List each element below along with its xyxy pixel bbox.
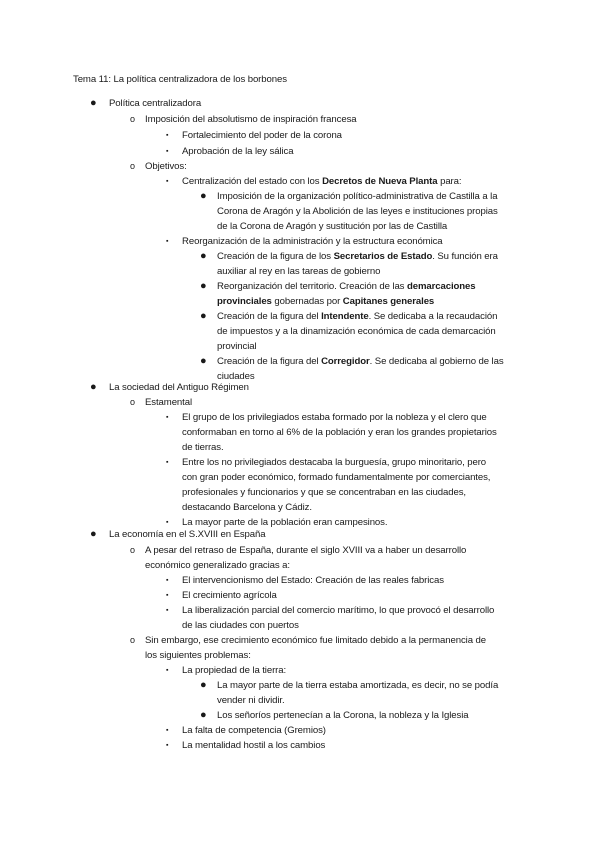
bullet-dot: ● [200, 709, 207, 721]
list-item-line: auxiliar al rey en las tareas de gobierno [217, 266, 381, 277]
list-item-line: La mayor parte de la población eran campesinos. [182, 517, 388, 528]
list-item-line: Corona de Aragón y la Abolición de las leyes e instituciones propias [217, 206, 498, 217]
list-item-line: de la Corona de Aragón y sustitución por las de Castilla [217, 221, 448, 232]
text-run: . Se dedicaba al gobierno de las [369, 356, 504, 367]
list-item: Estamental [145, 397, 192, 408]
bullet-dot: ● [90, 97, 97, 109]
list-item: Reorganización de la administración y la estructura económica [182, 236, 443, 247]
text-run: . Se dedicaba a la recaudación [368, 311, 498, 322]
bullet-square: ▪ [166, 238, 169, 245]
bullet-square: ▪ [166, 742, 169, 749]
list-item-line: destacando Barcelona y Cádiz. [182, 502, 312, 513]
bullet-circle: o [130, 635, 136, 645]
list-item: Fortalecimiento del poder de la corona [182, 130, 342, 141]
list-item: La propiedad de la tierra: [182, 665, 287, 676]
bullet-square: ▪ [166, 178, 169, 185]
bullet-dot: ● [200, 190, 207, 202]
list-item-line: Entre los no privilegiados destacaba la burguesía, grupo minoritario, pero [182, 457, 487, 468]
list-item-line [217, 354, 504, 370]
text-run: Creación de la figura de los [217, 251, 334, 262]
bullet-square: ▪ [166, 148, 169, 155]
bullet-square: ▪ [166, 667, 169, 674]
bold-term: demarcaciones [406, 281, 476, 292]
bullet-square: ▪ [166, 132, 169, 139]
bold-term: Capitanes generales [342, 296, 435, 307]
list-item-line: conformaban en torno al 6% de la población y eran los grandes propietarios [182, 427, 497, 438]
list-item-line [217, 309, 497, 325]
list-item: Los señoríos pertenecían a la Corona, la nobleza y la Iglesia [217, 710, 469, 721]
bullet-square: ▪ [166, 459, 169, 466]
text-run: Creación de la figura del [217, 356, 322, 367]
bold-term: Corregidor [321, 356, 370, 367]
list-item-line: Sin embargo, ese crecimiento económico fue limitado debido a la permanencia de [145, 635, 486, 646]
bullet-dot: ● [90, 381, 97, 393]
list-item-line: Imposición de la organización político-administrativa de Castilla a la [217, 191, 498, 202]
bold-term: Intendente [321, 311, 369, 322]
list-item: La mentalidad hostil a los cambios [182, 740, 326, 751]
bullet-dot: ● [90, 528, 97, 540]
list-item-line: vender ni dividir. [217, 695, 285, 706]
bullet-dot: ● [200, 280, 207, 292]
bullet-circle: o [130, 397, 136, 407]
list-item-line: de impuestos y a la dinamización económica de cada demarcación [217, 326, 496, 337]
list-item-line: de tierras. [182, 442, 224, 453]
list-item: La sociedad del Antiguo Régimen [109, 382, 249, 393]
list-item: Aprobación de la ley sálica [182, 146, 294, 157]
bullet-dot: ● [200, 679, 207, 691]
list-item: Objetivos: [145, 161, 187, 172]
list-item: Política centralizadora [109, 98, 202, 109]
list-item-line [217, 279, 476, 295]
text-run: gobernadas por [271, 296, 343, 307]
list-item-line: La mayor parte de la tierra estaba amortizada, es decir, no se podía [217, 680, 499, 691]
bold-term: provinciales [217, 296, 272, 307]
bullet-square: ▪ [166, 607, 169, 614]
list-item-line: con gran poder económico, formado fundamentalmente por comerciantes, [182, 472, 491, 483]
list-item: La falta de competencia (Gremios) [182, 725, 326, 736]
bullet-dot: ● [200, 355, 207, 367]
list-item-line: La liberalización parcial del comercio marítimo, lo que provocó el desarrollo [182, 605, 495, 616]
bullet-dot: ● [200, 310, 207, 322]
document-title: Tema 11: La política centralizadora de los borbones [73, 74, 287, 85]
list-item-line: de las ciudades con puertos [182, 620, 299, 631]
list-item-line: El grupo de los privilegiados estaba formado por la nobleza y el clero que [182, 412, 487, 423]
bullet-dot: ● [200, 250, 207, 262]
list-item-line: ciudades [217, 371, 255, 382]
bullet-circle: o [130, 545, 136, 555]
text-run: Creación de la figura del [217, 311, 322, 322]
list-item-line: provincial [217, 341, 257, 352]
list-item-line: los siguientes problemas: [145, 650, 251, 661]
list-item-line: profesionales y funcionarios y que se concentraban en las ciudades, [182, 487, 466, 498]
bold-term: Decretos de Nueva Planta [322, 176, 438, 187]
bullet-square: ▪ [166, 414, 169, 421]
bullet-square: ▪ [166, 592, 169, 599]
text-run: Reorganización del territorio. Creación de las [217, 281, 407, 292]
text-run: . Su función era [432, 251, 498, 262]
list-item-line [217, 249, 498, 265]
list-item-line: económico generalizado gracias a: [145, 560, 290, 571]
list-item [182, 174, 461, 190]
list-item: Imposición del absolutismo de inspiración francesa [145, 114, 357, 125]
text-run: Centralización del estado con los [182, 176, 323, 187]
list-item: El crecimiento agrícola [182, 590, 277, 601]
text-run: para: [437, 176, 462, 187]
bullet-square: ▪ [166, 727, 169, 734]
bullet-circle: o [130, 114, 136, 124]
bullet-square: ▪ [166, 519, 169, 526]
bullet-circle: o [130, 161, 136, 171]
bullet-square: ▪ [166, 577, 169, 584]
bold-term: Secretarios de Estado [333, 251, 433, 262]
list-item-line [217, 294, 434, 310]
list-item: La economía en el S.XVIII en España [109, 529, 266, 540]
list-item: El intervencionismo del Estado: Creación de las reales fabricas [182, 575, 444, 586]
list-item-line: A pesar del retraso de España, durante el siglo XVIII va a haber un desarrollo [145, 545, 467, 556]
